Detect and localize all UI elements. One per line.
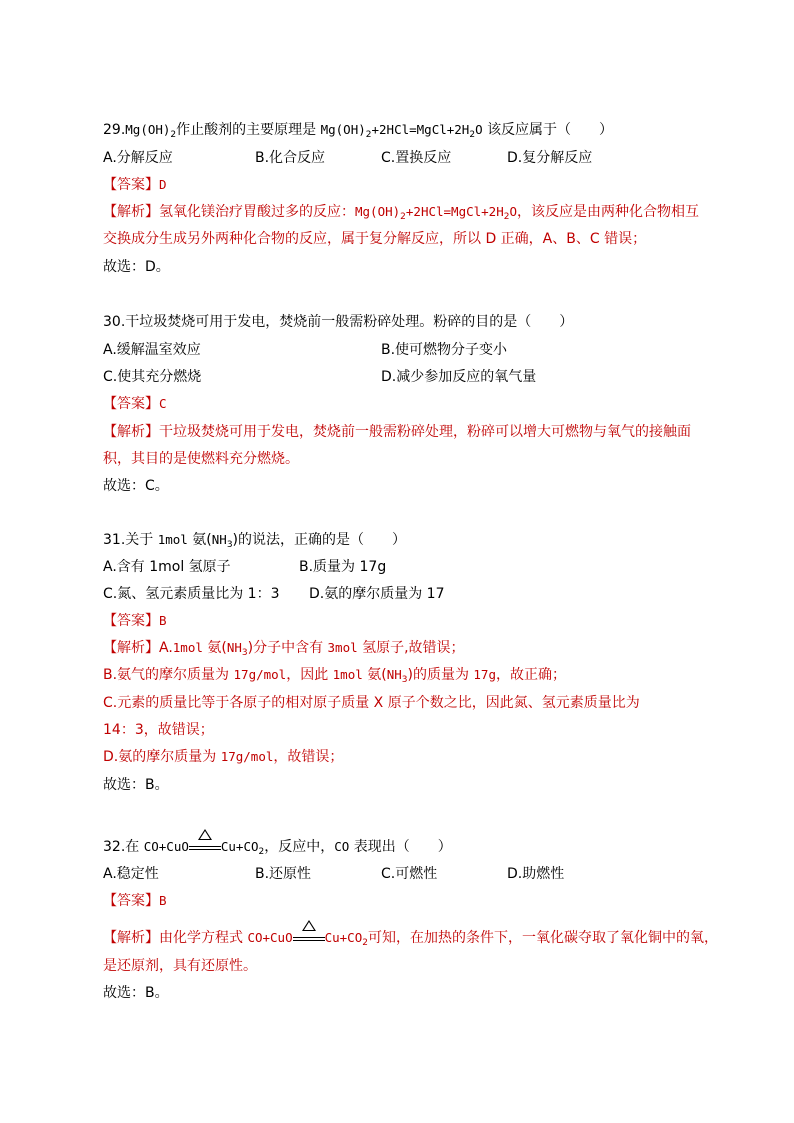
q31-analysis-line2: B.氨气的摩尔质量为 17g/mol，因此 1mol 氨$(NH_3)$的质量为 17g，故正确； [103, 667, 566, 685]
q29-analysis-line1: 【解析】氢氧化镁治疗胃酸过多的反应：$Mg(OH)_2+2HCl=MgCl+2H_2O$，该反应是由两种化合物相互 [103, 204, 699, 222]
q29-stem: $29.Mg(OH)_2$作止酸剂的主要原理是 $Mg(OH)_2+2HCl=MgCl+2H_2O$ 该反应属于（ ） [103, 122, 614, 140]
q32-option-b: B.还原性 [255, 866, 312, 882]
q32-analysis-line1: 【解析】由化学方程式 CO+CuO $Cu+CO_2$可知，在加热的条件下，一氧化碳夺取了氧化铜中的氧， [103, 927, 718, 949]
q31-answer: 【答案】B [103, 613, 167, 629]
q30-option-a: A.缓解温室效应 [103, 342, 201, 358]
q31-option-d: D.氨的摩尔质量为 17 [309, 586, 445, 602]
q29-option-d: D.复分解反应 [507, 150, 593, 166]
q31-conclusion: 故选：B。 [103, 777, 169, 793]
q32-option-c: C.可燃性 [381, 866, 438, 882]
q29-answer: 【答案】D [103, 177, 167, 193]
q30-option-c: C.使其充分燃烧 [103, 369, 202, 385]
q31-option-b: B.质量为 17g [299, 559, 387, 575]
q31-analysis-line4: 14：3，故错误； [103, 722, 214, 738]
q29-option-b: B.化合反应 [255, 150, 326, 166]
q30-answer: 【答案】C [103, 396, 167, 412]
q30-option-b: B.使可燃物分子变小 [381, 342, 508, 358]
q30-conclusion: 故选：C。 [103, 478, 169, 494]
q31-stem: 31.关于 1mol 氨$(NH_3)$的说法，正确的是（ ） [103, 532, 407, 550]
heating-condition-icon [189, 839, 221, 853]
q31-analysis-line3: C.元素的质量比等于各原子的相对原子质量 X 原子个数之比，因此氮、氢元素质量比为 [103, 695, 640, 711]
q29-conclusion: 故选：D。 [103, 259, 170, 275]
q30-option-d: D.减少参加反应的氧气量 [381, 369, 537, 385]
q31-option-c: C.氮、氢元素质量比为 1：3 [103, 586, 280, 602]
q31-analysis-line5: D.氨的摩尔质量为 17g/mol，故错误； [103, 749, 344, 765]
q31-option-a: A.含有 1mol 氢原子 [103, 559, 231, 575]
q29-option-a: A.分解反应 [103, 150, 173, 166]
q32-analysis-line2: 是还原剂，具有还原性。 [103, 958, 257, 974]
q32-option-d: D.助燃性 [507, 866, 565, 882]
heating-condition-icon [293, 930, 325, 944]
q29-analysis-line2: 交换成分生成另外两种化合物的反应，属于复分解反应，所以 D 正确，A、B、C 错误； [103, 231, 647, 247]
q30-stem: 30.干垃圾焚烧可用于发电，焚烧前一般需粉碎处理。粉碎的目的是（ ） [103, 314, 574, 330]
q30-analysis-line1: 【解析】干垃圾焚烧可用于发电，焚烧前一般需粉碎处理，粉碎可以增大可燃物与氧气的接触面 [103, 424, 691, 440]
q32-answer: 【答案】B [103, 893, 167, 909]
q30-analysis-line2: 积，其目的是使燃料充分燃烧。 [103, 451, 299, 467]
q32-stem: 32.在 CO+CuO $Cu+CO_2$，反应中，CO 表现出（ ） [103, 836, 452, 858]
q32-option-a: A.稳定性 [103, 866, 159, 882]
q32-conclusion: 故选：B。 [103, 985, 169, 1001]
q29-option-c: C.置换反应 [381, 150, 452, 166]
q31-analysis-line1: 【解析】A.1mol 氨$(NH_3)$分子中含有 3mol 氢原子,故错误； [103, 640, 465, 658]
